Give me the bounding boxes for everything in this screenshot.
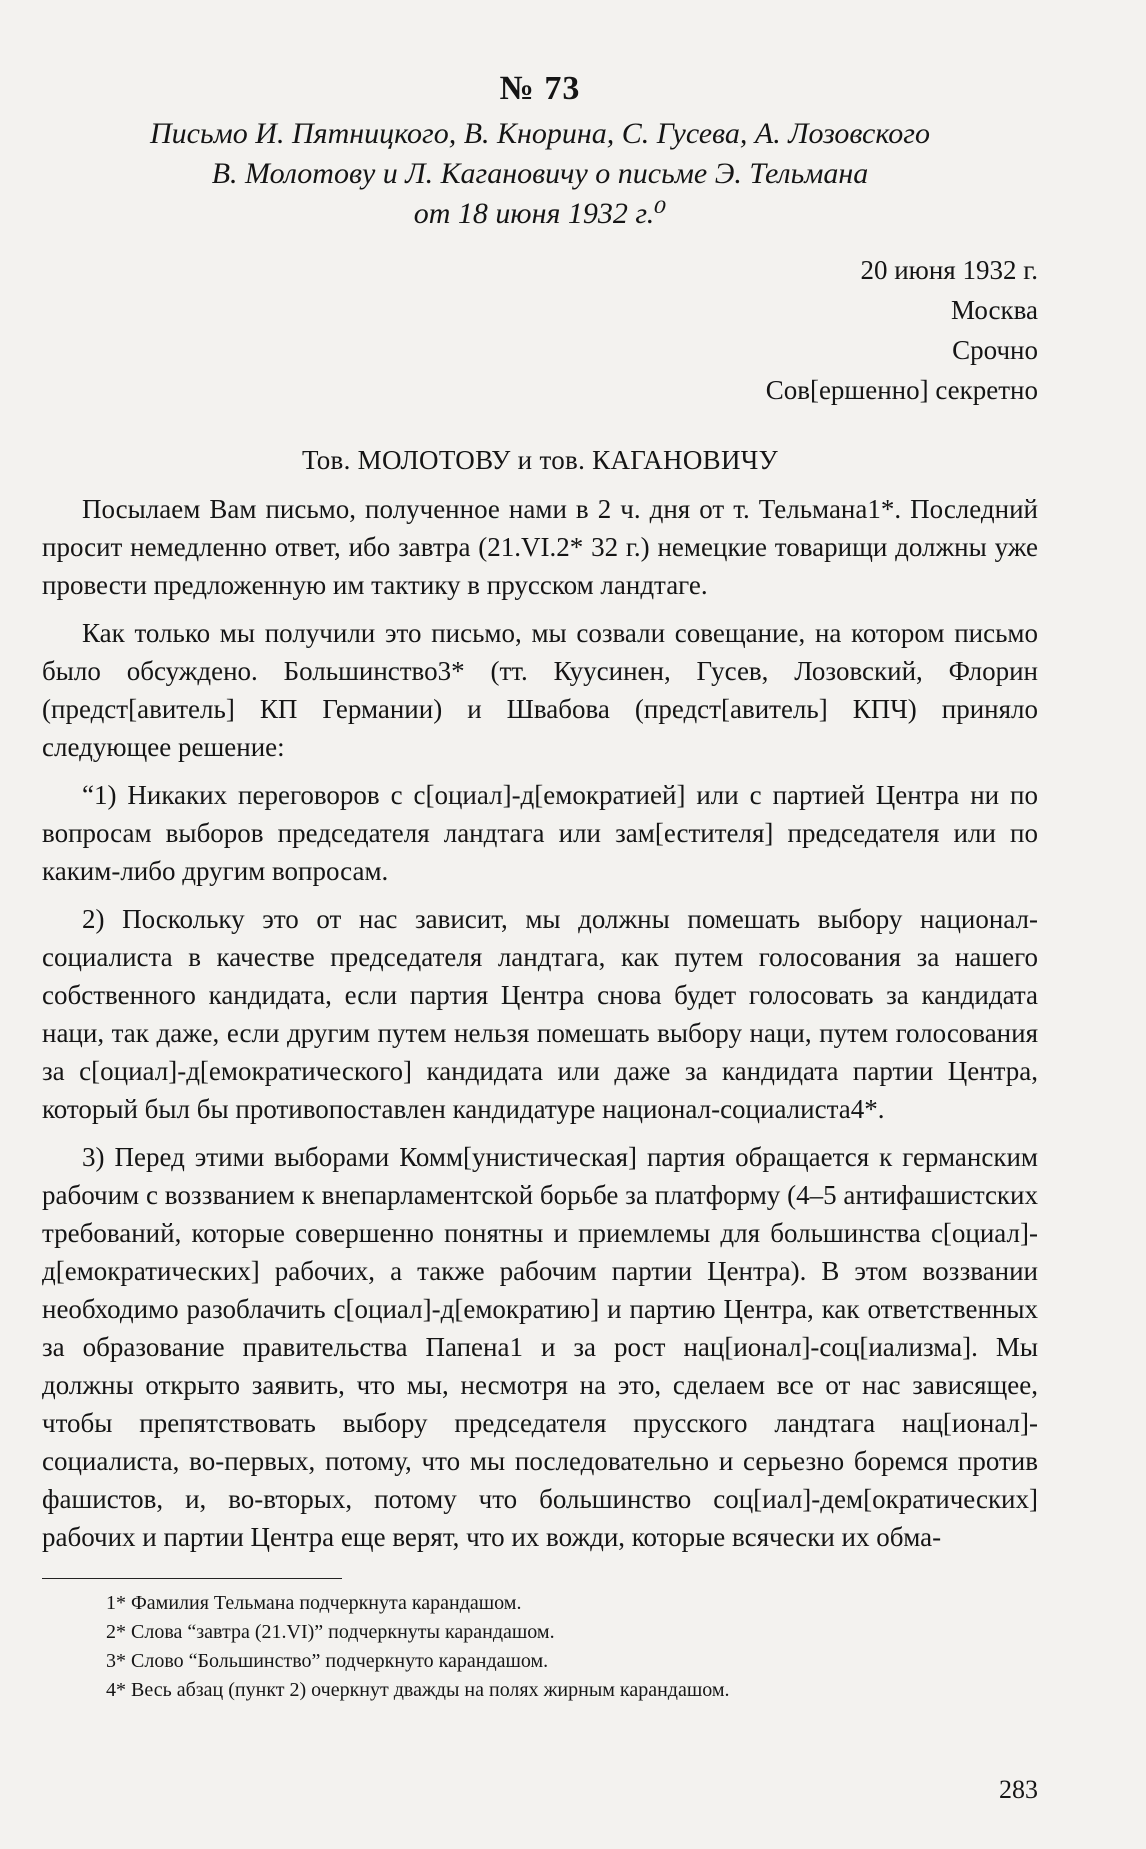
paragraph: 3) Перед этими выборами Комм[унистическая] партия обращается к германским рабочим с воззванием к внепарламентской борьбе за платформу (4–5 антифашистских требований, которые совершенно понятны и приемлемы для большинства с[оциал]-д[емократических] рабочих, а также рабочим партии Центра). В этом воззвании необходимо разоблачить с[оциал]-д[емократию] и партию Центра, как ответственных за образование правительства Папена1 и за рост нац[ионал]-соц[иализма]. Мы должны открыто заявить, что мы, несмотря на это, сделаем все от нас зависящее, чтобы препятствовать выбору председателя прусского ландтага нац[ионал]-социалиста, во-первых, потому, что мы последовательно и серьезно боремся против фашистов, и, во-вторых, потому что большинство соц[иал]-дем[ократических] рабочих и партии Центра еще верят, что их вожди, которые всячески их обма- — [42, 1142, 1038, 1552]
footnote: 4* Весь абзац (пункт 2) очеркнут дважды на полях жирным карандашом. — [106, 1679, 730, 1701]
document-title — [42, 114, 1038, 234]
urgency-mark: Срочно — [952, 335, 1038, 365]
paragraph: “1) Никаких переговоров с с[оциал]-д[емократией] или с партией Центра ни по вопросам выборов председателя ландтага или зам[естителя] председателя или по каким-либо другим вопросам. — [42, 780, 1038, 886]
footnotes — [42, 1589, 1038, 1705]
document-date: 20 июня 1932 г. — [860, 255, 1038, 285]
title-line: В. Молотову и Л. Кагановичу о письме Э. Тельмана — [211, 157, 869, 190]
title-line: Письмо И. Пятницкого, В. Кнорина, С. Гусева, А. Лозовского — [150, 117, 930, 150]
letter-body — [42, 490, 1038, 1556]
document-page — [42, 70, 1038, 1705]
document-number: № 73 — [499, 70, 581, 107]
footnote-divider — [42, 1578, 342, 1579]
page-number: 283 — [999, 1775, 1038, 1804]
classification-mark: Сов[ершенно] секретно — [765, 375, 1038, 405]
footnote: 1* Фамилия Тельмана подчеркнута карандашом. — [106, 1592, 522, 1614]
paragraph: Посылаем Вам письмо, полученное нами в 2 ч. дня от т. Тельмана1*. Последний просит немедленно ответ, ибо завтра (21.VI.2* 32 г.) немецкие товарищи должны уже провести предложенную им тактику в прусском ландтаге. — [42, 494, 1038, 600]
addressee: Тов. МОЛОТОВУ и тов. КАГАНОВИЧУ — [301, 445, 779, 475]
footnote: 3* Слово “Большинство” подчеркнуто карандашом. — [106, 1650, 549, 1672]
paragraph: Как только мы получили это письмо, мы созвали совещание, на котором письмо было обсуждено. Большинство3* (тт. Куусинен, Гусев, Лозовский, Флорин (предст[авитель] КП Германии) и Швабова (предст[авитель] КПЧ) приняло следующее решение: — [42, 618, 1038, 762]
document-place: Москва — [951, 295, 1038, 325]
paragraph: 2) Поскольку это от нас зависит, мы должны помешать выбору национал-социалиста в качестве председателя ландтага, как путем голосования за нашего собственного кандидата, если партия Центра снова будет голосовать за кандидата наци, так даже, если другим путем нельзя помешать выбору наци, путем голосования за с[оциал]-д[емократического] кандидата или даже за кандидата партии Центра, который был бы противопоставлен кандидатуре национал-социалиста4*. — [42, 904, 1038, 1124]
footnote: 2* Слова “завтра (21.VI)” подчеркнуты карандашом. — [106, 1621, 555, 1643]
title-line: от 18 июня 1932 г.⁰ — [413, 197, 667, 230]
document-meta — [42, 250, 1038, 410]
